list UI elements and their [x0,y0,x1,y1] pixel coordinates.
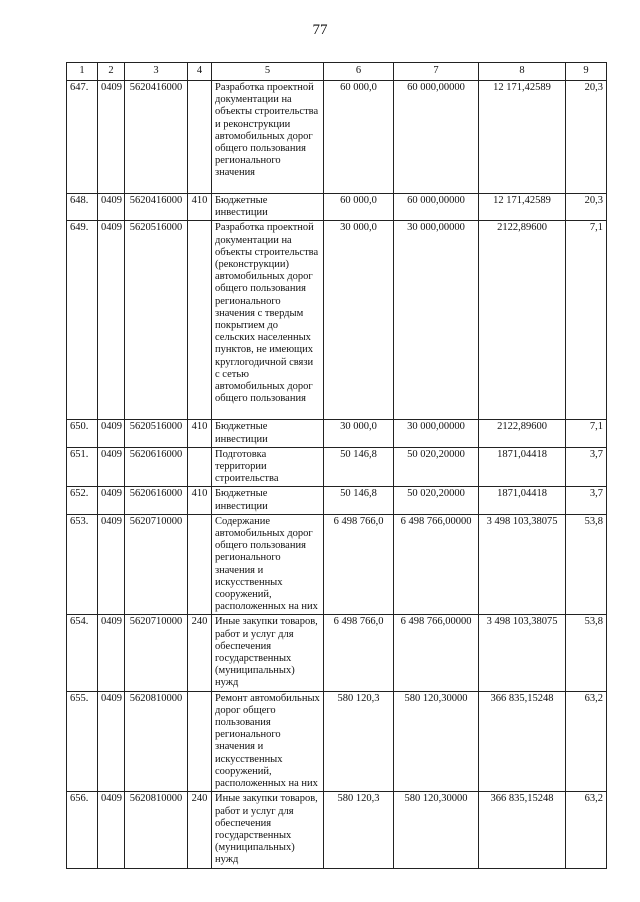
target-code: 5620516000 [125,420,188,447]
table-row [67,447,607,487]
target-code: 5620516000 [125,221,188,420]
table-row [67,221,607,420]
budget-table [66,62,607,869]
percent-value: 7,1 [566,221,607,420]
refined-value: 60 000,00000 [394,194,479,221]
table-row [67,420,607,447]
item-name: Иные закупки товаров, работ и услуг для обеспечения государственных (муниципальных) нужд [212,615,324,691]
plan-value: 6 498 766,0 [324,615,394,691]
percent-value: 3,7 [566,487,607,514]
row-number: 650. [67,420,98,447]
expense-type: 410 [188,420,212,447]
refined-value: 50 020,20000 [394,487,479,514]
percent-value: 53,8 [566,615,607,691]
plan-value: 30 000,0 [324,221,394,420]
table-row [67,487,607,514]
refined-value: 60 000,00000 [394,81,479,194]
header-row [67,63,607,81]
row-number: 649. [67,221,98,420]
row-number: 652. [67,487,98,514]
item-name: Содержание автомобильных дорог общего пользования регионального значения и искусственных сооружений, расположенных на них [212,514,324,615]
section-code: 0409 [98,691,125,792]
item-name: Иные закупки товаров, работ и услуг для обеспечения государственных (муниципальных) нужд [212,792,324,868]
expense-type [188,691,212,792]
column-header: 1 [67,63,98,81]
target-code: 5620416000 [125,81,188,194]
plan-value: 6 498 766,0 [324,514,394,615]
item-name: Подготовка территории строительства [212,447,324,487]
section-code: 0409 [98,221,125,420]
refined-value: 30 000,00000 [394,221,479,420]
percent-value: 20,3 [566,81,607,194]
executed-value: 3 498 103,38075 [479,514,566,615]
item-name: Разработка проектной документации на объекты строительства (реконструкции) автомобильных дорог общего пользования регионального значения с твердым покрытием до сельских населенных пунктов, не имеющих круглогодичной связи с сетью автомобильных дорог общего пользования [212,221,324,420]
plan-value: 60 000,0 [324,81,394,194]
table-row [67,691,607,792]
refined-value: 6 498 766,00000 [394,615,479,691]
percent-value: 7,1 [566,420,607,447]
item-name: Бюджетные инвестиции [212,420,324,447]
section-code: 0409 [98,514,125,615]
plan-value: 60 000,0 [324,194,394,221]
percent-value: 63,2 [566,691,607,792]
refined-value: 50 020,20000 [394,447,479,487]
row-number: 648. [67,194,98,221]
item-name: Ремонт автомобильных дорог общего пользования регионального значения и искусственных сооружений, расположенных на них [212,691,324,792]
executed-value: 12 171,42589 [479,81,566,194]
plan-value: 580 120,3 [324,792,394,868]
expense-type [188,514,212,615]
target-code: 5620810000 [125,691,188,792]
expense-type: 240 [188,792,212,868]
section-code: 0409 [98,81,125,194]
table-row [67,792,607,868]
section-code: 0409 [98,420,125,447]
section-code: 0409 [98,487,125,514]
percent-value: 63,2 [566,792,607,868]
target-code: 5620616000 [125,447,188,487]
executed-value: 366 835,15248 [479,792,566,868]
row-number: 651. [67,447,98,487]
section-code: 0409 [98,792,125,868]
plan-value: 50 146,8 [324,487,394,514]
executed-value: 366 835,15248 [479,691,566,792]
percent-value: 53,8 [566,514,607,615]
table-row [67,615,607,691]
table-row [67,514,607,615]
row-number: 653. [67,514,98,615]
row-number: 655. [67,691,98,792]
column-header: 4 [188,63,212,81]
target-code: 5620810000 [125,792,188,868]
executed-value: 2122,89600 [479,221,566,420]
refined-value: 580 120,30000 [394,691,479,792]
percent-value: 3,7 [566,447,607,487]
expense-type [188,81,212,194]
page-number: 77 [312,22,328,38]
expense-type: 410 [188,194,212,221]
refined-value: 6 498 766,00000 [394,514,479,615]
expense-type: 410 [188,487,212,514]
expense-type [188,447,212,487]
item-name: Бюджетные инвестиции [212,487,324,514]
executed-value: 12 171,42589 [479,194,566,221]
row-number: 654. [67,615,98,691]
refined-value: 30 000,00000 [394,420,479,447]
plan-value: 30 000,0 [324,420,394,447]
table-row [67,194,607,221]
item-name: Разработка проектной документации на объекты строительства и реконструкции автомобильных дорог общего пользования регионального значения [212,81,324,194]
expense-type: 240 [188,615,212,691]
target-code: 5620710000 [125,514,188,615]
table-row [67,81,607,194]
column-header: 8 [479,63,566,81]
row-number: 647. [67,81,98,194]
column-header: 2 [98,63,125,81]
executed-value: 1871,04418 [479,447,566,487]
section-code: 0409 [98,194,125,221]
executed-value: 1871,04418 [479,487,566,514]
section-code: 0409 [98,447,125,487]
target-code: 5620416000 [125,194,188,221]
expense-type [188,221,212,420]
executed-value: 2122,89600 [479,420,566,447]
column-header: 6 [324,63,394,81]
column-header: 3 [125,63,188,81]
section-code: 0409 [98,615,125,691]
target-code: 5620710000 [125,615,188,691]
row-number: 656. [67,792,98,868]
column-header: 7 [394,63,479,81]
plan-value: 50 146,8 [324,447,394,487]
column-header: 5 [212,63,324,81]
refined-value: 580 120,30000 [394,792,479,868]
percent-value: 20,3 [566,194,607,221]
column-header: 9 [566,63,607,81]
plan-value: 580 120,3 [324,691,394,792]
target-code: 5620616000 [125,487,188,514]
item-name: Бюджетные инвестиции [212,194,324,221]
executed-value: 3 498 103,38075 [479,615,566,691]
